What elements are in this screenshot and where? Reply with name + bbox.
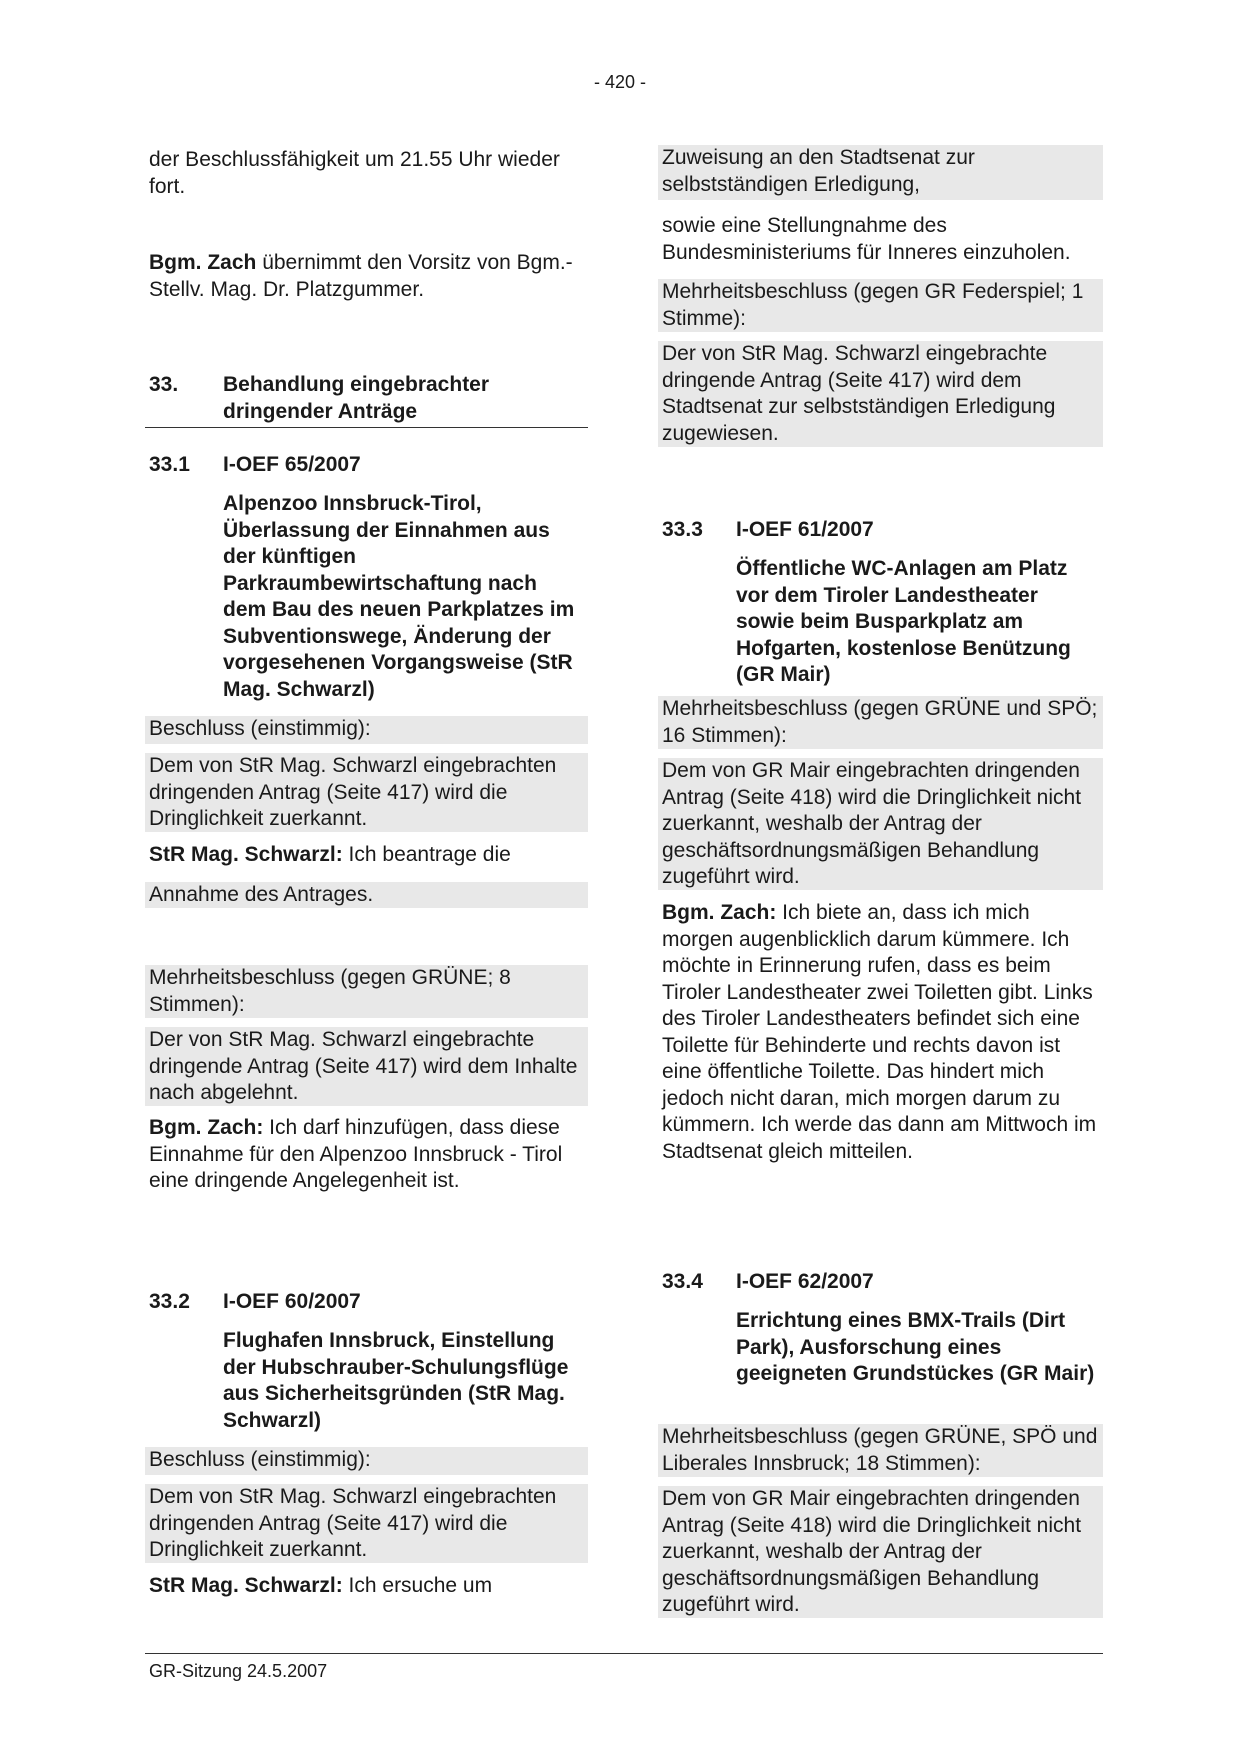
item-title: Alpenzoo Innsbruck-Tirol, Überlassung der Einnahmen aus der künftigen Parkraumbewirtschaftung nach dem Bau des neuen Parkplatzes im Subventionswege, Änderung der vorgesehenen Vorgangsweise (StR Mag. Schwarzl)	[223, 492, 575, 701]
speech-text: Ich darf hinzufügen, dass diese Einnahme für den Alpenzoo Innsbruck - Tirol eine dringende Angelegenheit ist.	[149, 1116, 563, 1192]
page-number: - 420 -	[593, 72, 647, 92]
speech-text: Ich beantrage die	[342, 843, 511, 866]
item-code: I-OEF 62/2007	[736, 1270, 874, 1293]
speech	[145, 1573, 588, 1600]
item-number: 33.3	[662, 518, 703, 541]
speech	[145, 1115, 588, 1195]
paragraph: der Beschlussfähigkeit um 21.55 Uhr wieder fort.	[149, 148, 560, 198]
paragraph: sowie eine Stellungnahme des Bundesministeriums für Inneres einzuholen.	[662, 214, 1071, 264]
resolution-text: Dem von StR Mag. Schwarzl eingebrachten dringenden Antrag (Seite 417) wird die Dringlichkeit zuerkannt.	[145, 753, 588, 832]
item-code: I-OEF 61/2007	[736, 518, 874, 541]
speaker-name: StR Mag. Schwarzl:	[149, 843, 343, 866]
item-code: I-OEF 65/2007	[223, 453, 361, 476]
item-title: Errichtung eines BMX-Trails (Dirt Park), Ausforschung eines geeigneten Grundstückes (GR Mair)	[736, 1309, 1095, 1385]
speaker-name: Bgm. Zach:	[662, 901, 777, 924]
footer-divider	[145, 1653, 1103, 1654]
item-title: Öffentliche WC-Anlagen am Platz vor dem Tiroler Landestheater sowie beim Busparkplatz am Hofgarten, kostenlose Benützung (GR Mair)	[736, 557, 1071, 686]
section-divider	[145, 427, 588, 428]
item-number: 33.2	[149, 1290, 190, 1313]
resolution-text: Dem von StR Mag. Schwarzl eingebrachten dringenden Antrag (Seite 417) wird die Dringlichkeit zuerkannt.	[145, 1484, 588, 1563]
speech-continuation: Annahme des Antrages.	[145, 882, 588, 908]
speech	[658, 900, 1103, 1165]
paragraph: Zuweisung an den Stadtsenat zur selbstständigen Erledigung,	[658, 145, 1103, 200]
resolution-label: Mehrheitsbeschluss (gegen GRÜNE; 8 Stimmen):	[145, 965, 588, 1018]
item-code: I-OEF 60/2007	[223, 1290, 361, 1313]
section-number: 33.	[149, 373, 179, 396]
item-number: 33.4	[662, 1270, 703, 1293]
section-title: Behandlung eingebrachter dringender Anträge	[223, 373, 490, 423]
item-number: 33.1	[149, 453, 190, 476]
resolution-text: Der von StR Mag. Schwarzl eingebrachte dringende Antrag (Seite 417) wird dem Stadtsenat zur selbstständigen Erledigung zugewiesen.	[658, 341, 1103, 447]
resolution-label: Beschluss (einstimmig):	[145, 1447, 588, 1475]
resolution-label: Mehrheitsbeschluss (gegen GR Federspiel; 1 Stimme):	[658, 279, 1103, 332]
footer-text: GR-Sitzung 24.5.2007	[149, 1661, 328, 1681]
paragraph-text: übernimmt den Vorsitz von Bgm.-Stellv. Mag. Dr. Platzgummer.	[149, 251, 573, 301]
speaker-name: Bgm. Zach	[149, 251, 257, 274]
speech	[145, 842, 588, 869]
item-title: Flughafen Innsbruck, Einstellung der Hubschrauber-Schulungsflüge aus Sicherheitsgründen (StR Mag. Schwarzl)	[223, 1329, 569, 1432]
resolution-text: Dem von GR Mair eingebrachten dringenden Antrag (Seite 418) wird die Dringlichkeit nicht zuerkannt, weshalb der Antrag der geschäftsordnungsmäßigen Behandlung zugeführt wird.	[658, 1486, 1103, 1618]
speaker-name: Bgm. Zach:	[149, 1116, 264, 1139]
paragraph	[145, 250, 588, 303]
resolution-label: Beschluss (einstimmig):	[145, 716, 588, 744]
speech-text: Ich ersuche um	[342, 1574, 493, 1597]
resolution-text: Dem von GR Mair eingebrachten dringenden Antrag (Seite 418) wird die Dringlichkeit nicht zuerkannt, weshalb der Antrag der geschäftsordnungsmäßigen Behandlung zugeführt wird.	[658, 758, 1103, 890]
resolution-label: Mehrheitsbeschluss (gegen GRÜNE, SPÖ und Liberales Innsbruck; 18 Stimmen):	[658, 1424, 1103, 1477]
speech-text: Ich biete an, dass ich mich morgen augenblicklich darum kümmere. Ich möchte in Erinnerung rufen, dass es beim Tiroler Landestheater zwei Toiletten gibt. Links des Tiroler Landestheaters befindet sich eine Toilette für Behinderte und rechts davon ist eine öffentliche Toilette. Das hindert mich jedoch nicht daran, mich morgen darum zu kümmern. Ich werde das dann am Mittwoch im Stadtsenat gleich mitteilen.	[662, 901, 1097, 1163]
speaker-name: StR Mag. Schwarzl:	[149, 1574, 343, 1597]
resolution-text: Der von StR Mag. Schwarzl eingebrachte dringende Antrag (Seite 417) wird dem Inhalte nach abgelehnt.	[145, 1027, 588, 1106]
resolution-label: Mehrheitsbeschluss (gegen GRÜNE und SPÖ; 16 Stimmen):	[658, 696, 1103, 749]
